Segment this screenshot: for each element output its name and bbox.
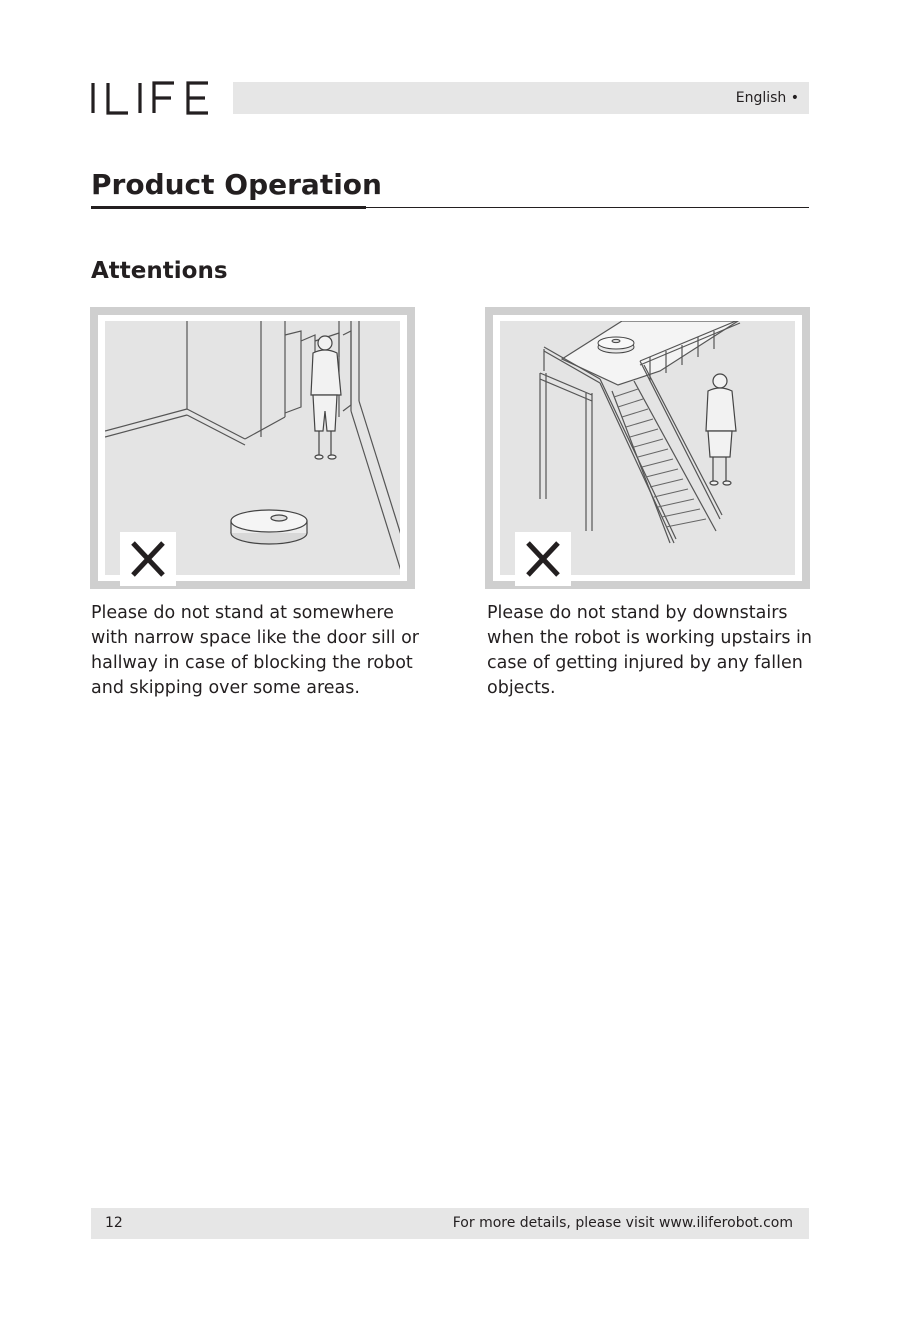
language-label: English • (735, 90, 799, 106)
hallway-illustration-panel (90, 307, 415, 589)
title-underline (91, 206, 366, 209)
stairs-attention-caption: Please do not stand by downstairs when the robot is working upstairs in case of getting injured by any fallen objects. (487, 603, 812, 698)
footer-website-note: For more details, please visit www.iliferobot.com (452, 1215, 793, 1231)
do-not-mark (120, 532, 176, 586)
header-bar (233, 82, 809, 114)
ilife-logo (90, 80, 212, 116)
stairs-illustration (500, 321, 795, 575)
hallway-illustration (105, 321, 400, 575)
cross-icon (515, 532, 571, 586)
attentions-heading: Attentions (91, 258, 228, 284)
stairs-illustration-panel (485, 307, 810, 589)
do-not-mark (515, 532, 571, 586)
footer-bar (91, 1208, 809, 1239)
section-title: Product Operation (91, 168, 382, 201)
page-number: 12 (105, 1215, 123, 1231)
hallway-attention-caption: Please do not stand at somewhere with narrow space like the door sill or hallway in case of blocking the robot and skipping over some areas. (91, 603, 419, 698)
cross-icon (120, 532, 176, 586)
